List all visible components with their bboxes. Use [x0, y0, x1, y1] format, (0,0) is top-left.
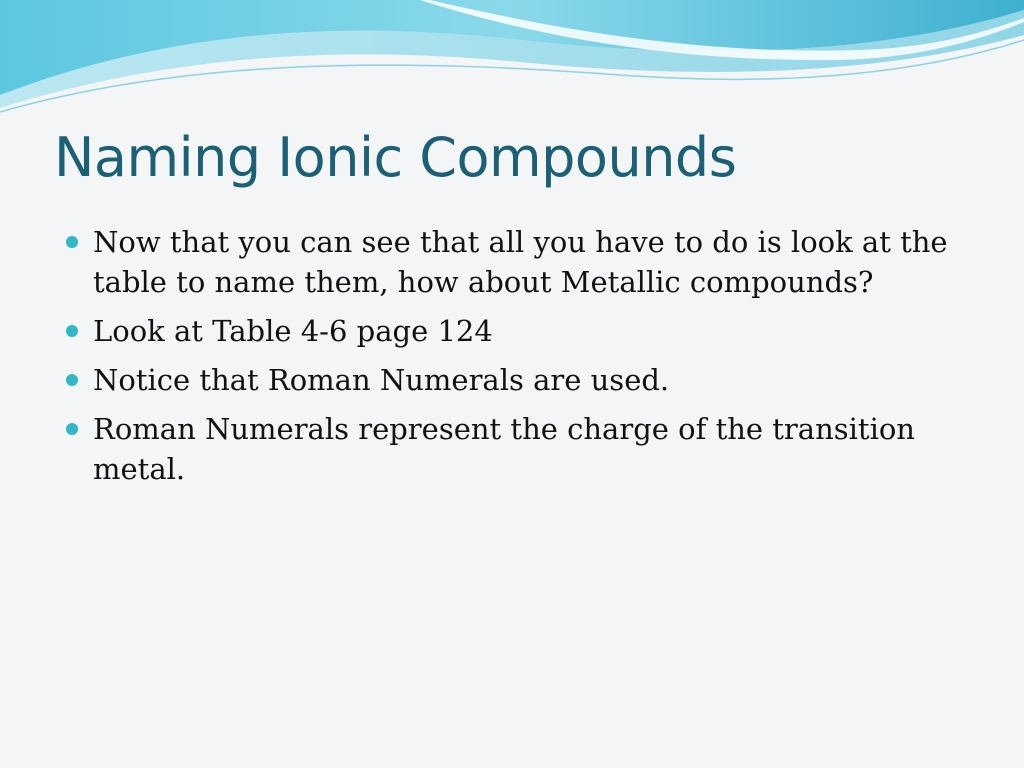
- bullet-list: [64, 222, 964, 498]
- bullet-text: Now that you can see that all you have to do is look at the table to name them, how about Metallic compounds?: [93, 225, 948, 299]
- bullet-item: [64, 222, 964, 302]
- bullet-text: Notice that Roman Numerals are used.: [93, 363, 670, 397]
- header-wave-decoration: [0, 0, 1024, 120]
- bullet-dot-icon: [66, 325, 78, 337]
- bullet-text: Look at Table 4-6 page 124: [93, 314, 493, 348]
- bullet-text: Roman Numerals represent the charge of the transition metal.: [93, 412, 915, 486]
- bullet-dot-icon: [66, 374, 78, 386]
- bullet-item: [64, 360, 964, 400]
- bullet-item: [64, 409, 964, 489]
- bullet-dot-icon: [66, 423, 78, 435]
- bullet-dot-icon: [66, 236, 78, 248]
- bullet-item: [64, 311, 964, 351]
- slide-title: Naming Ionic Compounds: [54, 126, 737, 189]
